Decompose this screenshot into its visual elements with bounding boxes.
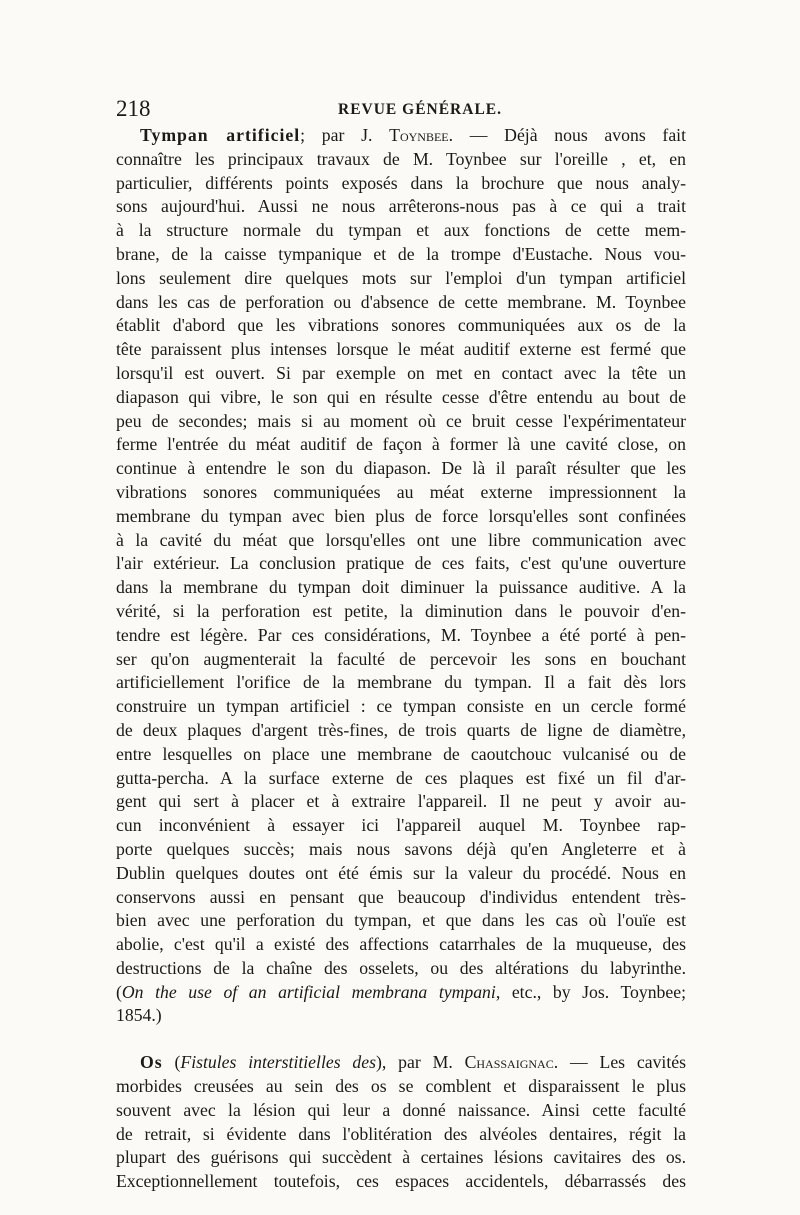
- text-line: artificiellement l'orifice de la membrane du tympan. Il a fait dès lors: [116, 672, 686, 693]
- text-line: vibrations sonores communiquées au méat externe impressionnent la: [116, 481, 686, 502]
- text-line: gutta-percha. A la surface externe de ces plaques est fixé un fil d'ar-: [116, 767, 686, 788]
- article-os-first-line: Os (Fistules interstitielles des), par M. Chassaignac. — Les cavités: [140, 1052, 686, 1073]
- text-line: établit d'abord que les vibrations sonores communiquées aux os de la: [116, 315, 686, 336]
- text-line: ser qu'on augmenterait la faculté de percevoir les sons en bouchant: [116, 648, 686, 669]
- article-tympan-text: [116, 148, 686, 981]
- author-toynbee: Toynbee: [389, 125, 449, 145]
- text-line: destructions de la chaîne des osselets, ou des altérations du labyrinthe.: [116, 957, 686, 978]
- text-line: membrane du tympan avec bien plus de force lorsqu'elles sont confinées: [116, 505, 686, 526]
- text-line: gent qui sert à placer et à extraire l'appareil. Il ne peut y avoir au-: [116, 791, 686, 812]
- article-subject: Fistules interstitielles des: [180, 1052, 377, 1073]
- text-line: plupart des guérisons qui succèdent à certaines lésions cavitaires des os.: [116, 1147, 686, 1168]
- author-chassaignac: Chassaignac: [464, 1052, 554, 1073]
- text-line: lons seulement dire quelques mots sur l'emploi d'un tympan artificiel: [116, 267, 686, 288]
- page-header: [116, 96, 686, 124]
- text-line: dans les cas de perforation ou d'absence de cette membrane. M. Toynbee: [116, 291, 686, 312]
- page-body: [116, 124, 686, 1194]
- text-line: souvent avec la lésion qui leur a donné naissance. Ainsi cette faculté: [116, 1099, 686, 1120]
- page-number: 218: [116, 96, 151, 121]
- text-line: morbides creusées au sein des os se comblent et disparaissent le plus: [116, 1076, 686, 1097]
- text-line: à la structure normale du tympan et aux fonctions de cette mem-: [116, 220, 686, 241]
- text-line: connaître les principaux travaux de M. Toynbee sur l'oreille , et, en: [116, 148, 686, 169]
- citation-year: 1854.): [116, 1005, 162, 1026]
- text-line: conservons aussi en pensant que beaucoup d'individus entendent très-: [116, 886, 686, 907]
- text-line: l'air extérieur. La conclusion pratique de ces faits, c'est qu'une ouverture: [116, 553, 686, 574]
- text-line: porte quelques succès; mais nous savons déjà qu'en Angleterre et à: [116, 838, 686, 859]
- text-line: diapason qui vibre, le son qui en résulte cesse d'être entendu au bout de: [116, 386, 686, 407]
- citation-title: On the use of an artificial membrana tympani: [121, 981, 496, 1002]
- text-line: abolie, c'est qu'il a existé des affections catarrhales de la muqueuse, des: [116, 934, 686, 955]
- text-line: Exceptionnellement toutefois, ces espaces accidentels, débarrassés des: [116, 1171, 686, 1192]
- article-title-os: Os: [140, 1052, 163, 1073]
- text-line: sons aujourd'hui. Aussi ne nous arrêterons-nous pas à ce qui a trait: [116, 196, 686, 217]
- text-line: dans la membrane du tympan doit diminuer la puissance auditive. A la: [116, 577, 686, 598]
- running-head: REVUE GÉNÉRALE.: [338, 101, 502, 118]
- text-line: continue à entendre le son du diapason. De là il paraît résulter que les: [116, 458, 686, 479]
- text-line: peu de secondes; mais si au moment où ce bruit cesse l'expérimentateur: [116, 410, 686, 431]
- article-tympan-first-line: Tympan artificiel; par J. Toynbee. — Déjà nous avons fait: [140, 125, 686, 145]
- text-line: particulier, différents points exposés dans la brochure que nous analy-: [116, 172, 686, 193]
- article-os-text: [116, 1075, 686, 1194]
- text-line: lorsqu'il est ouvert. Si par exemple on met en contact avec la tête un: [116, 362, 686, 383]
- text-line: cun inconvénient à essayer ici l'appareil auquel M. Toynbee rap-: [116, 815, 686, 836]
- text-line: de deux plaques d'argent très-fines, de trois quarts de ligne de diamètre,: [116, 719, 686, 740]
- text-line: entre lesquelles on place une membrane de caoutchouc vulcanisé ou de: [116, 743, 686, 764]
- text-line: ferme l'entrée du méat auditif de façon à former là une cavité close, on: [116, 434, 686, 455]
- text-line: bien avec une perforation du tympan, et que dans les cas où l'ouïe est: [116, 910, 686, 931]
- text-line: construire un tympan artificiel : ce tympan consiste en un cercle formé: [116, 696, 686, 717]
- text-line: tête paraissent plus intenses lorsque le méat auditif externe est fermé que: [116, 339, 686, 360]
- text-line: tendre est légère. Par ces considérations, M. Toynbee a été porté à pen-: [116, 624, 686, 645]
- text-line: vérité, si la perforation est petite, la diminution dans le pouvoir d'en-: [116, 600, 686, 621]
- text-line: à la cavité du méat que lorsqu'elles ont une libre communication avec: [116, 529, 686, 550]
- article-title-tympan: Tympan artificiel: [140, 125, 301, 145]
- citation-line: (On the use of an artificial membrana tympani, etc., by Jos. Toynbee;: [116, 981, 687, 1002]
- text-line: brane, de la caisse tympanique et de la trompe d'Eustache. Nous vou-: [116, 243, 686, 264]
- text-line: Dublin quelques doutes ont été émis sur la valeur du procédé. Nous en: [116, 862, 686, 883]
- text-line: de retrait, si évidente dans l'oblitération des alvéoles dentaires, régit la: [116, 1123, 686, 1144]
